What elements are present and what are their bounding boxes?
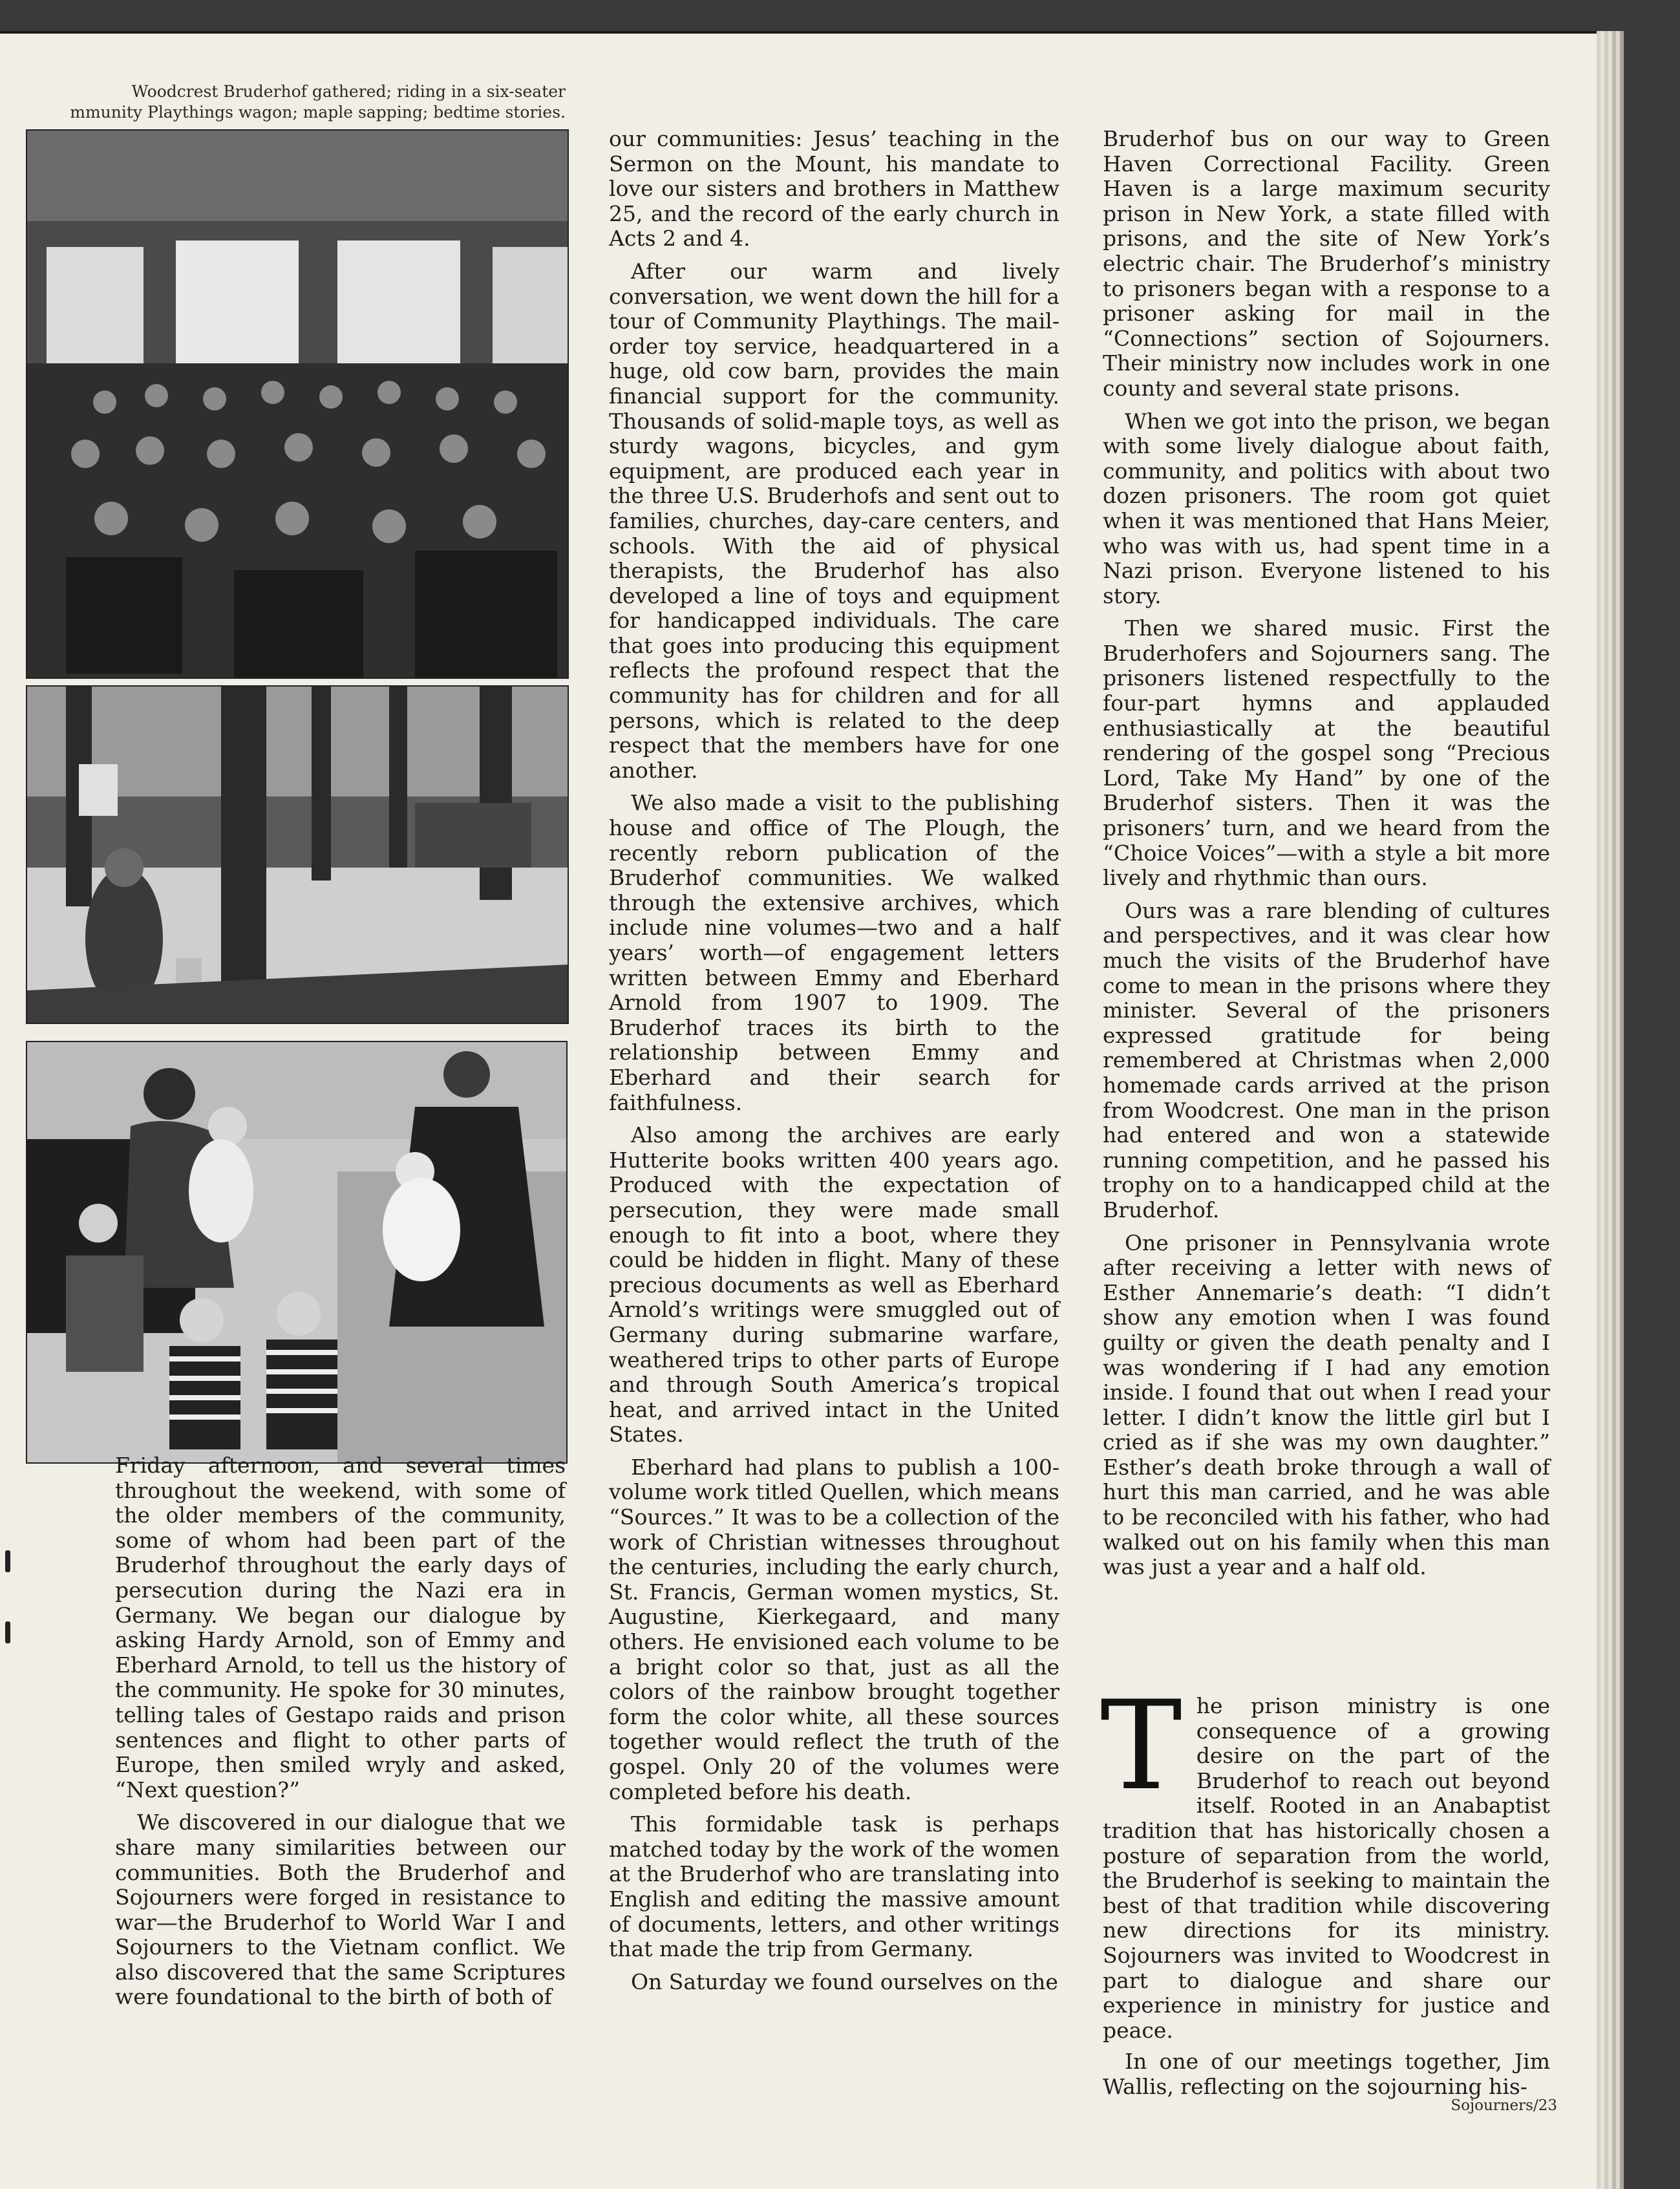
page-folio: Sojourners/23 — [1451, 2097, 1557, 2114]
column-3-lower — [1100, 1674, 1550, 2108]
col3-paragraph: Ours was a rare blending of cultures and perspectives, and it was clear how much the visits of the Bruderhof have come to mean in the prisons where they minister. Several of the prisoners expressed gratitude for being remembered at Christmas when 2,000 homemade cards arrived at the prison from Woodcrest. One man in the prison had entered and won a statewide running competition, and he passed his trophy on to a handicapped child at the Bruderhof. — [1103, 897, 1550, 1223]
col2-paragraph: After our warm and lively conversation, we went down the hill for a tour of Community Playthings. The mail-order toy service, headquartered in a huge, old cow barn, provides the main financial support for the community. Thousands of solid-maple toys, as well as sturdy wagons, bicycles, and gym equipment, are produced each year in the three U.S. Bruderhofs and sent out to families, churches, day-care centers, and schools. With the aid of physical therapists, the Bruderhof has also developed a line of toys and equipment for handicapped individuals. The care that goes into producing this equipment reflects the profound respect that the community has for children and for all persons, which is related to the deep respect that the members have for one another. — [609, 258, 1059, 783]
dropcap-paragraph — [1100, 1674, 1550, 2043]
col2-paragraph: We also made a visit to the publishing house and office of The Plough, the recently reborn publication of the Bruderhof communities. We walked through the extensive archives, which include nine volumes—two and a half years’ worth—of engagement letters written between Emmy and Eberhard Arnold from 1907 to 1909. The Bruderhof traces its birth to the relationship between Emmy and Eberhard and their search for faithfulness. — [609, 790, 1059, 1115]
col3-paragraph: One prisoner in Pennsylvania wrote after receiving a letter with news of Esther Annemarie’s death: “I didn’t show any emotion when I was found guilty or given the death penalty and I was wondering if I had any emotion inside. I found that out when I read your letter. I didn’t know the little girl but I cried as if she was my own daughter.” Esther’s death broke through a wall of hurt this man carried, and he was able to be reconciled with his father, who had walked out on his family when this man was just a year and a half old. — [1103, 1230, 1550, 1580]
col3-paragraph: Bruderhof bus on our way to Green Haven Correctional Facility. Green Haven is a large maximum security prison in New York, a state filled with prisons, and the site of New York’s electric chair. The Bruderhof’s ministry to prisoners began with a response to a prisoner asking for mail in the “Connections” section of Sojourners. Their ministry now includes work in one county and several state prisons. — [1103, 126, 1550, 401]
col3-closing-paragraph: In one of our meetings together, Jim Wallis, reflecting on the sojourning his- — [1103, 2049, 1550, 2099]
col2-paragraph: Eberhard had plans to publish a 100-volume work titled Quellen, which means “Sources.” It was to be a collection of the work of Christian witnesses throughout the centuries, including the early church, St. Francis, German women mystics, St. Augustine, Kierkegaard, and many others. He envisioned each volume to be a bright color so that, just as all the colors of the rainbow brought together form the color white, all these sources together would reflect the truth of the gospel. Only 20 of the volumes were completed before his death. — [609, 1454, 1059, 1804]
dropcap-paragraph-text: he prison ministry is one consequence of a growing desire on the part of the Bruderhof to reach out beyond itself. Rooted in an Anabaptist tradition that has historically chosen a posture of separation from the world, the Bruderhof is seeking to maintain the best of that tradition while discovering new directions for its ministry. Sojourners was invited to Woodcrest in part to dialogue and share our experience in ministry for justice and peace. — [1103, 1693, 1550, 2043]
sapping-photo-art — [27, 687, 568, 1023]
column-1 — [115, 1453, 566, 2018]
column-3 — [1103, 127, 1550, 1588]
photo-caption — [0, 81, 566, 123]
col3-paragraph: Then we shared music. First the Bruderhofers and Sojourners sang. The prisoners listened respectfully to the four-part hymns and applauded enthusiastically at the beautiful rendering of the gospel song “Precious Lord, Take My Hand” by one of the Bruderhof sisters. Then it was the prisoners’ turn, and we heard from the “Choice Voices”—with a style a bit more lively and rhythmic than ours. — [1103, 615, 1550, 891]
drop-cap: T — [1100, 1674, 1182, 1817]
maple-sapping-photo — [26, 685, 569, 1024]
caption-line-1: Woodcrest Bruderhof gathered; riding in a six-seater — [131, 82, 566, 101]
bedtime-photo-art — [27, 1042, 566, 1462]
column-2 — [609, 127, 1059, 2002]
caption-line-2: mmunity Playthings wagon; maple sapping; bedtime stories. — [70, 103, 566, 122]
col2-paragraph: This formidable task is perhaps matched today by the work of the women at the Bruderhof who are translating into English and editing the massive amount of documents, letters, and other writings that made the trip from Germany. — [609, 1811, 1059, 1962]
bedtime-stories-photo — [26, 1041, 568, 1464]
col2-paragraph: our communities: Jesus’ teaching in the Sermon on the Mount, his mandate to love our sisters and brothers in Matthew 25, and the record of the early church in Acts 2 and 4. — [609, 126, 1059, 251]
col3-paragraph: When we got into the prison, we began with some lively dialogue about faith, community, and politics with about two dozen prisoners. The room got quiet when it was mentioned that Hans Meier, who was with us, had spent time in a Nazi prison. Everyone listened to his story. — [1103, 408, 1550, 608]
col1-paragraph: Friday afternoon, and several times throughout the weekend, with some of the older members of the community, some of whom had been part of the Bruderhof throughout the early days of persecution during the Nazi era in Germany. We began our dialogue by asking Hardy Arnold, son of Emmy and Eberhard Arnold, to tell us the history of the community. He spoke for 30 minutes, telling tales of Gestapo raids and prison sentences and flight to other parts of Europe, then smiled wryly and asked, “Next question?” — [115, 1453, 566, 1802]
binding-mark — [5, 1621, 10, 1643]
gathering-photo-art — [27, 131, 568, 678]
top-rule — [0, 31, 1597, 34]
col2-paragraph: On Saturday we found ourselves on the — [631, 1969, 1058, 1994]
col1-paragraph: We discovered in our dialogue that we share many similarities between our communities. Both the Bruderhof and Sojourners were forged in resistance to war—the Bruderhof to World War I and Sojourners to the Vietnam conflict. We also discovered that the same Scriptures were foundational to the birth of both of — [115, 1810, 566, 2010]
community-gathering-photo — [26, 129, 569, 679]
binding-mark — [5, 1550, 10, 1572]
col2-paragraph: Also among the archives are early Hutterite books written 400 years ago. Produced with the expectation of persecution, they were made small enough to fit into a boot, where they could be hidden in flight. Many of these precious documents as well as Eberhard Arnold’s writings were smuggled out of Germany during submarine warfare, weathered trips to other parts of Europe and through South America’s tropical heat, and arrived intact in the United States. — [609, 1122, 1059, 1447]
